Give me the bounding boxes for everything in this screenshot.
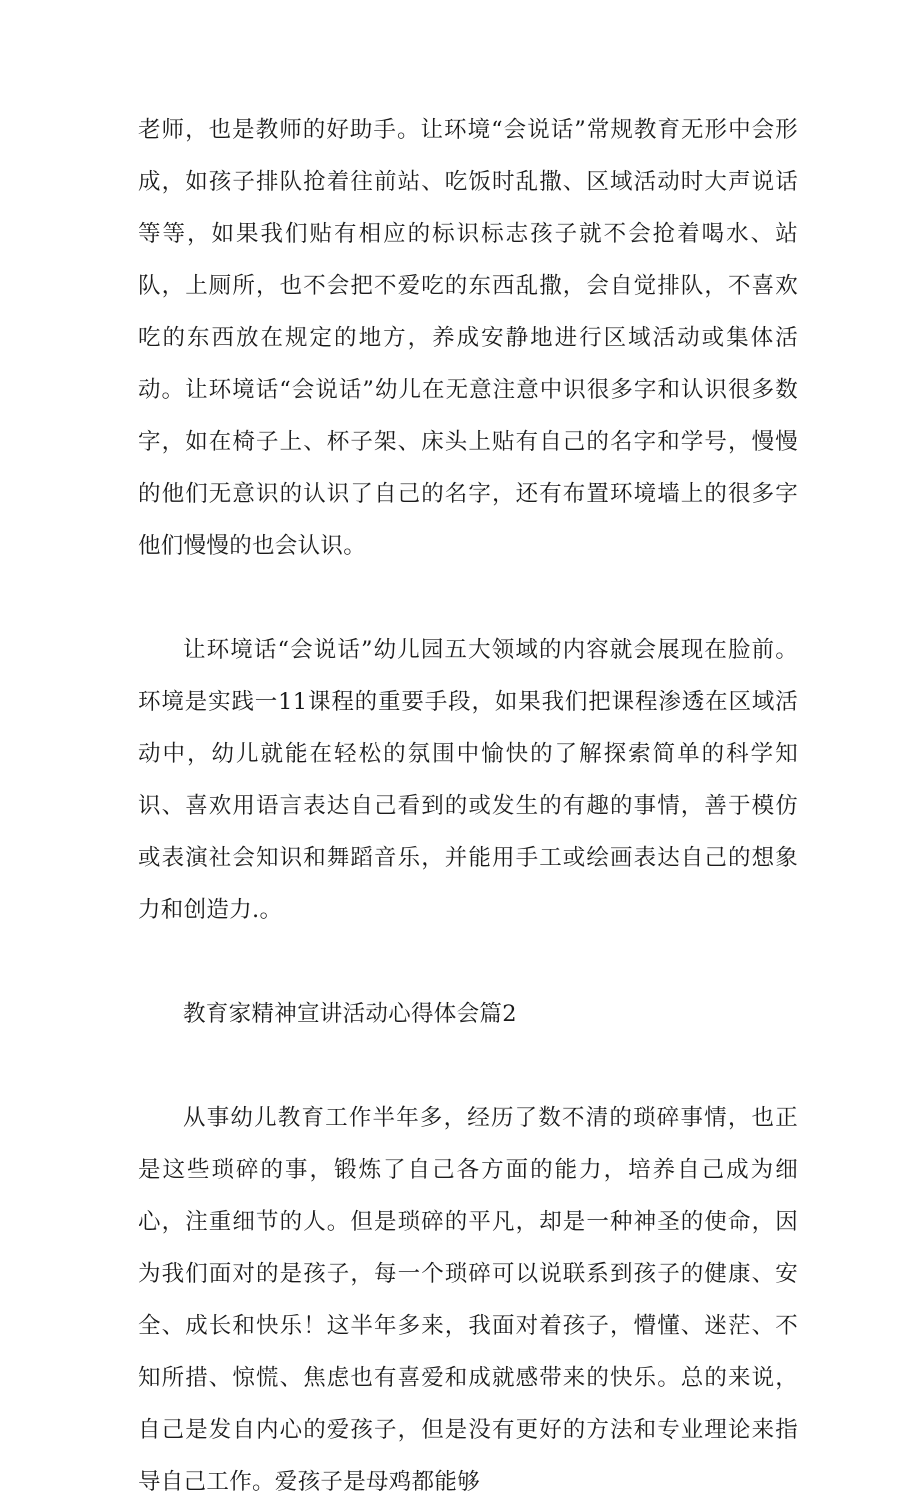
section-heading: 教育家精神宣讲活动心得体会篇2 xyxy=(183,1001,517,1027)
document-page xyxy=(138,104,798,1508)
paragraph-gap xyxy=(138,936,798,988)
paragraph-gap xyxy=(138,1040,798,1092)
paragraph-3: 从事幼儿教育工作半年多，经历了数不清的琐碎事情，也正是这些琐碎的事，锻炼了自己各方面的能力，培养自己成为细心，注重细节的人。但是琐碎的平凡，却是一种神圣的使命，因为我们面对的是孩子，每一个琐碎可以说联系到孩子的健康、安全、成长和快乐！这半年多来，我面对着孩子，懵懂、迷茫、不知所措、惊慌、焦虑也有喜爱和成就感带来的快乐。总的来说，自己是发自内心的爱孩子，但是没有更好的方法和专业理论来指导自己工作。爱孩子是母鸡都能够 xyxy=(138,1105,798,1495)
paragraph-2: 让环境话“会说话”幼儿园五大领域的内容就会展现在脸前。环境是实践一11课程的重要手段，如果我们把课程渗透在区域活动中，幼儿就能在轻松的氛围中愉快的了解探索简单的科学知识、喜欢用语言表达自己看到的或发生的有趣的事情，善于模仿或表演社会知识和舞蹈音乐，并能用手工或绘画表达自己的想象力和创造力.。 xyxy=(138,637,798,923)
paragraph-1: 老师，也是教师的好助手。让环境“会说话”常规教育无形中会形成，如孩子排队抢着往前站、吃饭时乱撒、区域活动时大声说话等等，如果我们贴有相应的标识标志孩子就不会抢着喝水、站队，上厕所，也不会把不爱吃的东西乱撒，会自觉排队，不喜欢吃的东西放在规定的地方，养成安静地进行区域活动或集体活动。让环境话“会说话”幼儿在无意注意中识很多字和认识很多数字，如在椅子上、杯子架、床头上贴有自己的名字和学号，慢慢的他们无意识的认识了自己的名字，还有布置环境墙上的很多字他们慢慢的也会认识。 xyxy=(138,117,798,559)
paragraph-gap xyxy=(138,572,798,624)
